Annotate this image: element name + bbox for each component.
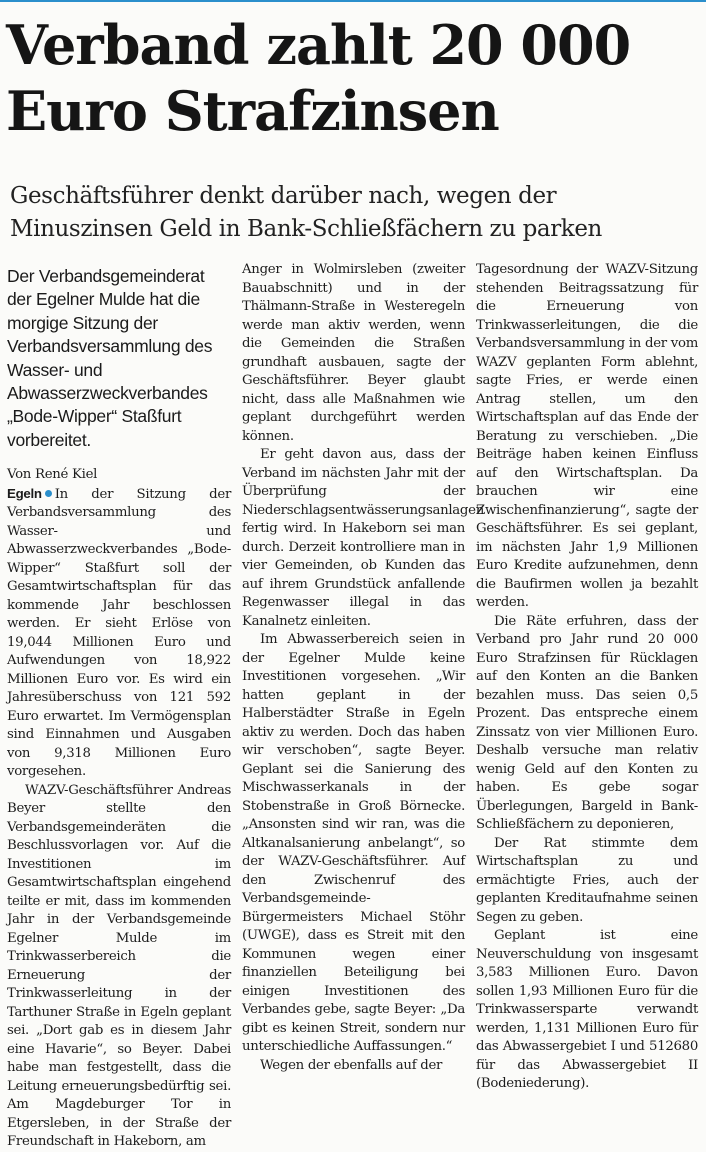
headline-line-2: Euro Strafzinsen [6, 79, 499, 143]
paragraph-text: Die Räte erfuhren, dass der Verband pro Jahr rund 20 000 Euro Strafzinsen für Rücklagen auf den Konten an die Banken bezahlen muss. Das seien 0,5 Prozent. Das entspreche einem Zinssatz von vier Millionen Euro. Deshalb versuche man relativ wenig Geld auf den Konten zu haben. Es gebe sogar Überlegungen, Bargeld in Bank-Schließfächern zu deponieren, [476, 613, 698, 832]
article-paragraph [242, 631, 465, 1057]
headline-line-1: Verband zahlt 20 000 [6, 13, 631, 77]
article-subheadline [10, 180, 700, 246]
article-byline: Von René Kiel [7, 467, 98, 483]
article-paragraph [476, 927, 698, 1094]
article-paragraph [7, 485, 231, 782]
article-paragraph [7, 782, 231, 1152]
paragraph-text: WAZV-Geschäftsführer Andreas Beyer stellte den Verbandsgemeinderäten die Beschlussvorlagen vor. Auf die Investitionen im Gesamtwirtschaftsplan eingehend teilte er mit, dass im kommenden Jahr in der Verbandsgemeinde Egelner Mulde im Trinkwasserbereich die Erneuerung der Trinkwasserleitung in der Tarthuner Straße in Egeln geplant sei. „Dort gab es in diesem Jahr eine Havarie“, so Beyer. Dabei habe man festgestellt, dass die Leitung erneuerungsbedürftig sei. Am Magdeburger Tor in Etgersleben, in der Straße der Freundschaft in Hakeborn, am [7, 782, 231, 1150]
paragraph-text: Er geht davon aus, dass der Verband im nächsten Jahr mit der Überprüfung der Niederschlagsentwässerungsanlagen fertig wird. In Hakeborn sei man durch. Derzeit kontrolliere man in vier Gemeinden, ob Kunden das auf ihrem Grundstück anfallende Regenwasser illegal in das Kanalnetz einleiten. [242, 447, 484, 629]
subheadline-line-1: Geschäftsführer denkt darüber nach, wegen der [10, 183, 557, 209]
article-lead: Der Verbandsgemeinderat der Egelner Mulde hat die morgige Sitzung der Verbandsversammlung des Wasser- und Abwasserzweckverbandes „Bode-Wipper“ Staßfurt vorbereitet. [7, 266, 213, 450]
paragraph-text: Geplant ist eine Neuverschuldung von insgesamt 3,583 Millionen Euro. Davon sollen 1,93 Millionen Euro für die Trinkwassersparte verwandt werden, 1,131 Millionen Euro für das Abwassergebiet I und 512680 für das Abwassergebiet II (Bodeniederung). [476, 928, 698, 1091]
article-dateline: Egeln [7, 485, 42, 501]
article-paragraph-continued [242, 261, 465, 446]
article-paragraph [476, 835, 698, 928]
article-paragraph [242, 446, 484, 631]
article-column-1 [7, 261, 231, 1152]
dateline-bullet-icon [45, 490, 52, 497]
article-paragraph [242, 1057, 465, 1076]
paragraph-text: Im Abwasserbereich seien in der Egelner Mulde keine Investitionen vorgesehen. „Wir hatten geplant in der Halberstädter Straße in Egeln aktiv zu werden. Doch das haben wir verschoben“, sagte Beyer. Geplant sei die Sanierung des Mischwasserkanals in der Stobenstraße in Groß Börnecke. „Ansonsten sind wir ran, was die Altkanalsanierung anbelangt“, so der WAZV-Geschäftsführer. Auf den Zwischenruf des Verbandsgemeinde-Bürgermeisters Michael Stöhr (UWGE), dass es Streit mit den Kommunen wegen einer finanziellen Beteiligung bei einigen Investitionen des Verbandes gebe, sagte Beyer: „Da gibt es keinen Streit, sondern nur unterschiedliche Auffassungen.“ [242, 632, 465, 1054]
subheadline-line-2: Minuszinsen Geld in Bank-Schließfächern zu parken [10, 216, 602, 242]
paragraph-text: Anger in Wolmirsleben (zweiter Bauabschnitt) und in der Thälmann-Straße in Westeregeln werde man aktiv werden, wenn die Gemeinden die Straßen grundhaft ausbauen, sagte der Geschäftsführer. Beyer glaubt nicht, dass alle Maßnahmen wie geplant durchgeführt werden können. [242, 262, 465, 444]
paragraph-text: Der Rat stimmte dem Wirtschaftsplan zu und ermächtigte Fries, auch der geplanten Kreditaufnahme seinen Segen zu geben. [476, 835, 698, 925]
article-headline [6, 12, 706, 144]
article-paragraph-continued [476, 261, 698, 613]
article-paragraph [476, 613, 698, 835]
paragraph-text: In der Sitzung der Verbandsversammlung des Wasser- und Abwasserzweckverbandes „Bode-Wipper“ Staßfurt soll der Gesamtwirtschaftsplan für das kommende Jahr beschlossen werden. Er sieht Erlöse von 19,044 Millionen Euro und Aufwendungen von 18,922 Millionen Euro vor. Es wird ein Jahresüberschuss von 121 592 Euro erwartet. Im Vermögensplan sind Einnahmen und Ausgaben von 9,318 Millionen Euro vorgesehen. [7, 486, 231, 780]
paragraph-text: Wegen der ebenfalls auf der [260, 1057, 443, 1073]
article-column-3 [476, 261, 698, 1094]
paragraph-text: Tagesordnung der WAZV-Sitzung stehenden Beitragssatzung für die Erneuerung von Trinkwasserleitungen, die die Verbandsversammlung in der vom WAZV geplanten Form ablehnt, sagte Fries, er werde einen Antrag stellen, um den Wirtschaftsplan auf das Ende der Beratung zu verschieben. „Die Beiträge haben keinen Einfluss auf den Wirtschaftsplan. Da brauchen wir eine Zwischenfinanzierung“, sagte der Geschäftsführer. Es sei geplant, im nächsten Jahr 1,9 Millionen Euro Kredite aufzunehmen, denn die Baufirmen wollen ja bezahlt werden. [476, 262, 698, 610]
article-column-2 [242, 261, 484, 1075]
